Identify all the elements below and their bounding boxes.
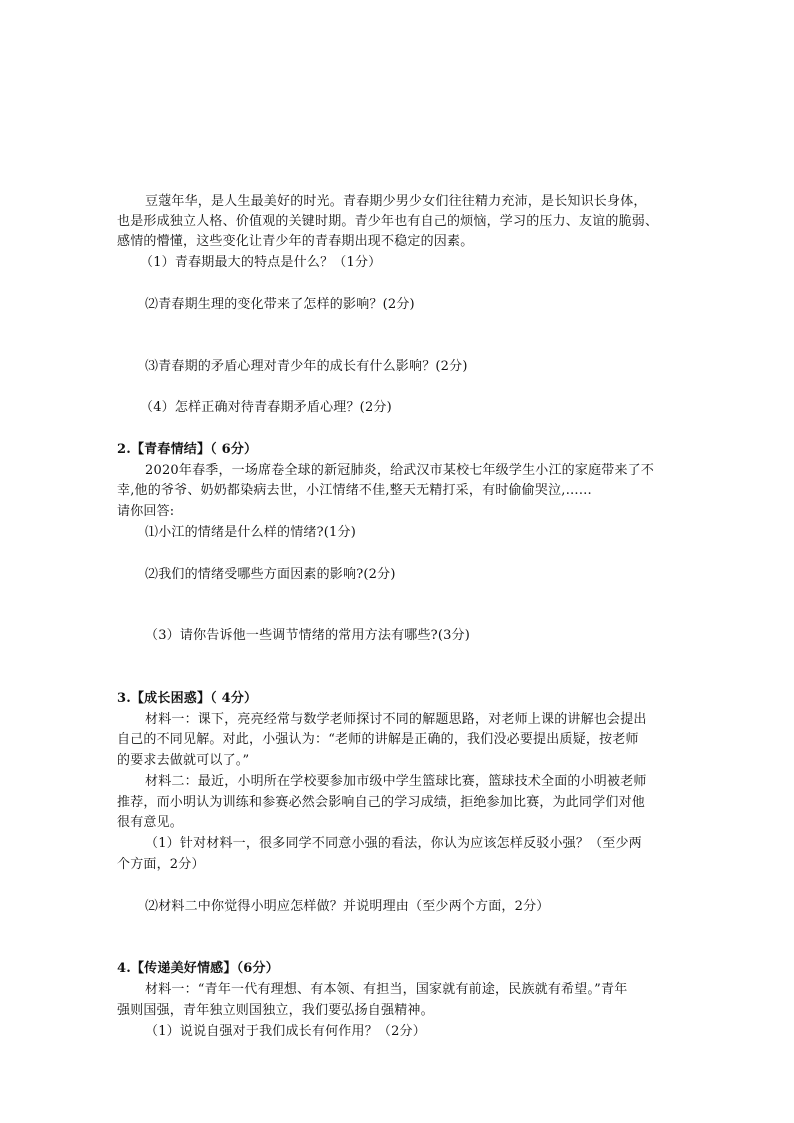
section-3-line-2: 自己的不同见解。对此，小强认为：“老师的讲解是正确的，我们没必要提出质疑，按老师 xyxy=(117,732,639,747)
section-2-question-3: （3）请你告诉他一些调节情绪的常用方法有哪些?(3分) xyxy=(145,628,471,643)
intro-question-1: （1）青春期最大的特点是什么？（1分） xyxy=(140,255,382,270)
section-4-line-2: 强则国强，青年独立则国独立，我们要弘扬自强精神。 xyxy=(117,1003,434,1018)
section-3-question-2: ⑵材料二中你觉得小明应怎样做？并说明理由（至少两个方面，2分） xyxy=(145,899,550,914)
section-3-question-1a: （1）针对材料一，很多同学不同意小强的看法，你认为应该怎样反驳小强？（至少两 xyxy=(145,836,642,851)
section-4-heading: 4.【传递美好情感】（6分） xyxy=(117,961,279,976)
section-4-line-1: 材料一：“青年一代有理想、有本领、有担当，国家就有前途，民族就有希望。”青年 xyxy=(145,982,628,997)
section-3-line-3: 的要求去做就可以了。” xyxy=(117,753,250,768)
section-2-line-3: 请你回答: xyxy=(117,504,175,519)
section-3-line-6: 很有意见。 xyxy=(117,815,184,830)
section-3-line-1: 材料一：课下，亮亮经常与数学老师探讨不同的解题思路，对老师上课的讲解也会提出 xyxy=(145,712,647,727)
intro-line-2: 也是形成独立人格、价值观的关键时期。青少年也有自己的烦恼，学习的压力、友谊的脆弱、 xyxy=(117,214,659,229)
section-3-heading: 3.【成长困惑】（ 4分） xyxy=(117,691,258,706)
intro-question-2: ⑵青春期生理的变化带来了怎样的影响？(2分) xyxy=(145,297,415,312)
section-2-question-1: ⑴小江的情绪是什么样的情绪?(1分) xyxy=(145,525,356,540)
intro-question-3: ⑶青春期的矛盾心理对青少年的成长有什么影响？(2分) xyxy=(145,359,468,374)
section-3-line-5: 推荐，而小明认为训练和参赛必然会影响自己的学习成绩，拒绝参加比赛，为此同学们对他 xyxy=(117,795,646,810)
section-3-question-1b: 个方面，2分） xyxy=(117,857,205,872)
intro-line-3: 感情的懵懂，这些变化让青少年的青春期出现不稳定的因素。 xyxy=(117,234,474,249)
section-3-line-4: 材料二：最近，小明所在学校要参加市级中学生篮球比赛，篮球技术全面的小明被老师 xyxy=(145,774,647,789)
section-2-line-2: 幸,他的爷爷、奶奶都染病去世，小江情绪不佳,整天无精打采，有时偷偷哭泣,…… xyxy=(117,483,592,498)
section-2-question-2: ⑵我们的情绪受哪些方面因素的影响?(2分) xyxy=(145,567,396,582)
section-2-heading: 2.【青春情结】（ 6分） xyxy=(117,442,258,457)
intro-line-1: 豆蔻年华，是人生最美好的时光。青春期少男少女们往往精力充沛，是长知识长身体， xyxy=(145,194,647,209)
section-4-question-1: （1）说说自强对于我们成长有何作用？（2分） xyxy=(145,1024,426,1039)
section-2-line-1: 2020年春季，一场席卷全球的新冠肺炎，给武汉市某校七年级学生小江的家庭带来了不 xyxy=(145,463,655,478)
intro-question-4: （4）怎样正确对待青春期矛盾心理？(2分) xyxy=(140,400,392,415)
